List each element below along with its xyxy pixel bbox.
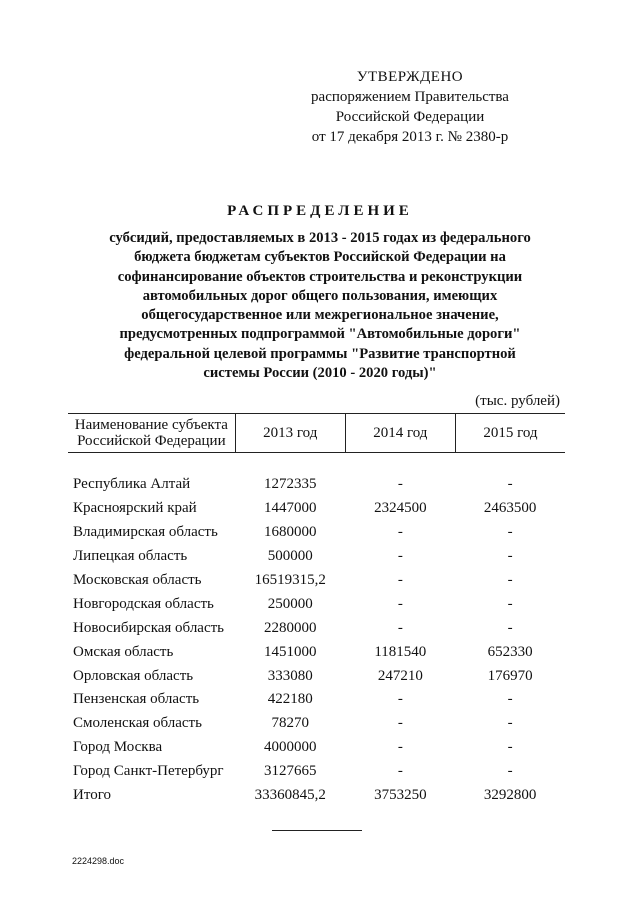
subtitle-line: софинансирование объектов строительства и реконструкции (117, 268, 523, 285)
cell-amount: 1680000 (263, 524, 317, 541)
cell-region: Омская область (73, 643, 174, 660)
header-2014: 2014 год (345, 414, 455, 453)
document-subtitle (80, 229, 560, 383)
cell-amount: 176970 (487, 667, 533, 684)
table-row (68, 688, 565, 712)
table-row (68, 664, 565, 688)
cell-amount: 333080 (267, 667, 313, 684)
end-rule (272, 830, 362, 831)
cell-amount: - (397, 595, 403, 612)
cell-amount: 422180 (267, 691, 313, 708)
document-reference: 2224298.doc (72, 856, 125, 866)
cell-amount: 33360845,2 (254, 787, 326, 804)
cell-amount: - (397, 619, 403, 636)
table-row (68, 592, 565, 616)
cell-amount: - (397, 739, 403, 756)
cell-amount: 1181540 (374, 643, 427, 660)
cell-amount: 3753250 (374, 787, 427, 804)
cell-amount: 3292800 (483, 787, 537, 804)
header-region (68, 414, 235, 453)
table-row (68, 640, 565, 664)
cell-amount: - (507, 548, 513, 565)
cell-region: Новосибирская область (73, 619, 225, 636)
cell-amount: 247210 (377, 667, 423, 684)
cell-amount: - (397, 572, 403, 588)
table-row (68, 545, 565, 569)
cell-amount: 3127665 (263, 763, 317, 780)
cell-region: Город Санкт-Петербург (73, 763, 224, 780)
table-row (68, 712, 565, 736)
cell-amount: - (397, 548, 403, 565)
subtitle-line: предусмотренных подпрограммой "Автомобильные дороги" (119, 326, 521, 343)
cell-region: Республика Алтай (73, 476, 191, 493)
table-body (68, 453, 565, 808)
cell-region: Итого (73, 787, 111, 804)
subtitle-line: системы России (2010 - 2020 годы)" (203, 365, 437, 382)
table-row (68, 616, 565, 640)
subtitle-line: бюджета бюджетам субъектов Российской Федерации на (134, 249, 506, 266)
table-row (68, 497, 565, 521)
cell-amount: - (397, 691, 403, 708)
subtitle-line: субсидий, предоставляемых в 2013 - 2015 годах из федерального (109, 230, 531, 246)
cell-amount: - (507, 739, 513, 756)
cell-amount: 4000000 (263, 739, 317, 756)
document-title: РАСПРЕДЕЛЕНИЕ (227, 203, 413, 219)
approval-date: от 17 декабря 2013 г. № 2380-р (311, 129, 509, 145)
cell-region: Новгородская область (73, 595, 214, 612)
cell-amount: - (397, 715, 403, 732)
cell-amount: - (507, 691, 513, 708)
table-row (68, 473, 565, 497)
cell-amount: 2324500 (374, 500, 427, 517)
table-row (68, 521, 565, 545)
cell-amount: 1451000 (263, 643, 317, 660)
approval-heading: УТВЕРЖДЕНО (356, 69, 464, 85)
cell-amount: 2280000 (263, 619, 317, 636)
cell-amount: 1272335 (263, 476, 317, 493)
table-row (68, 736, 565, 760)
cell-amount: - (397, 524, 403, 541)
table-header (68, 414, 565, 453)
cell-region: Московская область (73, 572, 202, 588)
table-row (68, 760, 565, 784)
cell-amount: 16519315,2 (254, 572, 326, 588)
cell-amount: - (397, 763, 403, 780)
header-region-line: Наименование субъекта (74, 417, 228, 433)
cell-region: Владимирская область (73, 524, 218, 541)
cell-amount: - (507, 476, 513, 493)
cell-amount: - (507, 524, 513, 541)
cell-amount: - (507, 619, 513, 636)
table-row (68, 569, 565, 593)
cell-amount: 250000 (267, 595, 313, 612)
cell-amount: - (397, 476, 403, 493)
cell-amount: 652330 (487, 643, 533, 660)
cell-amount: 2463500 (483, 500, 537, 517)
cell-region: Пензенская область (73, 691, 200, 708)
cell-amount: - (507, 595, 513, 612)
cell-amount: - (507, 572, 513, 588)
subtitle-line: федеральной целевой программы "Развитие транспортной (124, 345, 516, 362)
cell-region: Красноярский край (73, 500, 197, 517)
units-label: (тыс. рублей) (475, 393, 560, 409)
cell-amount: 500000 (267, 548, 313, 565)
approval-line: распоряжением Правительства (311, 89, 509, 105)
header-2013: 2013 год (235, 414, 345, 453)
header-region-line: Российской Федерации (77, 433, 226, 449)
table-row-total (68, 784, 565, 808)
subsidy-table (68, 413, 565, 807)
cell-amount: - (507, 715, 513, 732)
cell-region: Город Москва (73, 739, 163, 756)
approval-line: Российской Федерации (335, 109, 485, 125)
subtitle-line: общегосударственное или межрегиональное значение, (141, 307, 499, 324)
cell-region: Смоленская область (73, 715, 202, 732)
approval-block (300, 67, 520, 147)
cell-region: Орловская область (73, 667, 194, 684)
cell-amount: - (507, 763, 513, 780)
cell-amount: 1447000 (263, 500, 317, 517)
header-2015: 2015 год (455, 414, 565, 453)
cell-region: Липецкая область (73, 548, 188, 565)
cell-amount: 78270 (271, 715, 309, 732)
subtitle-line: автомобильных дорог общего пользования, имеющих (142, 287, 498, 304)
